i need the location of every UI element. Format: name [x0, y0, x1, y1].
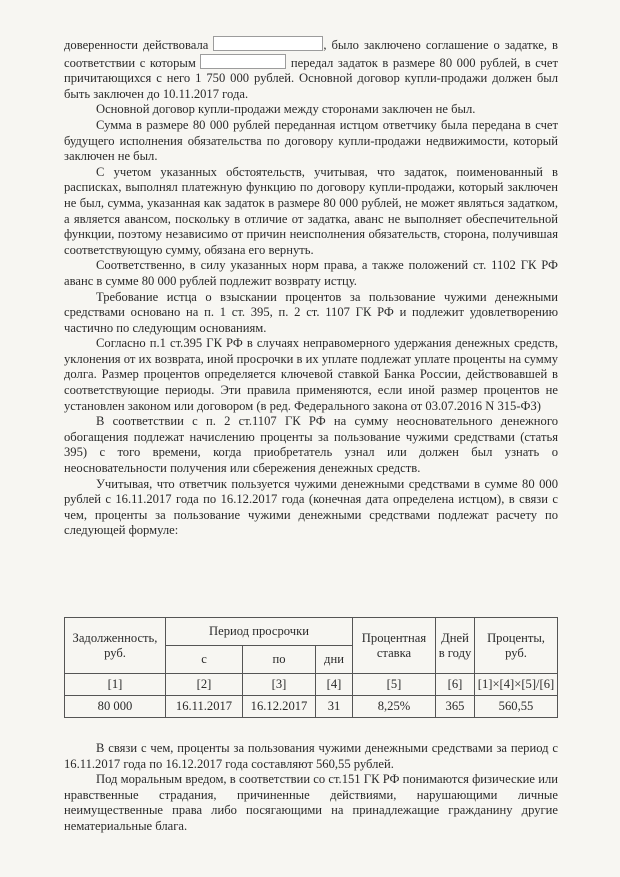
redacted-name-box	[213, 36, 323, 51]
document-body	[64, 36, 558, 539]
paragraph-9: Учитывая, что ответчик пользуется чужими денежными средствами в сумме 80 000 рублей с 16.11.2017 года по 16.12.2017 года (конечная дата определена истцом), в связи с чем, проценты за пользование чужими денежными средствами подлежат расчету по следующей формуле:	[64, 476, 558, 538]
paragraph-1-part-b: , было заключено соглашение о задатке, в соответствии с которым	[64, 38, 559, 70]
redacted-name-box	[200, 54, 286, 69]
value-to: 16.12.2017	[243, 696, 316, 718]
header-rate: Процентная ставка	[353, 618, 436, 674]
column-number: [2]	[166, 674, 243, 696]
paragraph-4: С учетом указанных обстоятельств, учитывая, что задаток, поименованный в расписках, выполнял платежную функцию по договору купли-продажи, который заключен не был, сумма, указанная как задаток в размере 80 000 рублей, не может являться задатком, а является авансом, поскольку в отличие от задатка, аванс не выполняет обеспечительной функции, поэтому независимо от причин неисполнения обязательств, сторона, получившая соответствующую сумму, обязана его вернуть.	[64, 164, 558, 257]
column-number: [6]	[436, 674, 475, 696]
header-days: дни	[316, 646, 353, 674]
paragraph-11: Под моральным вредом, в соответствии со ст.151 ГК РФ понимаются физические или нравственные страдания, причиненные действиями, нарушающими личные неимущественные права либо посягающими на принадлежащие гражданину другие нематериальные блага.	[64, 772, 558, 833]
column-number: [1]	[65, 674, 166, 696]
value-days: 31	[316, 696, 353, 718]
header-from: с	[166, 646, 243, 674]
paragraph-1-part-a: доверенности действовала	[64, 38, 209, 52]
paragraph-6: Требование истца о взыскании процентов за пользование чужими денежными средствами основано на п. 1 ст. 395, п. 2 ст. 1107 ГК РФ и подлежит удовлетворению частично по следующим основаниям.	[64, 289, 558, 335]
header-to: по	[243, 646, 316, 674]
document-body-after-table	[64, 741, 558, 835]
header-period: Период просрочки	[166, 618, 353, 646]
paragraph-1	[64, 36, 558, 102]
value-interest: 560,55	[475, 696, 558, 718]
column-number: [3]	[243, 674, 316, 696]
interest-calculation-table	[64, 617, 558, 718]
paragraph-8: В соответствии с п. 2 ст.1107 ГК РФ на сумму неосновательного денежного обогащения подлежат начислению проценты за пользование чужими средствами (статья 395) с того времени, когда приобретатель узнал или должен был узнать о неосновательности получения или сбережения денежных средств.	[64, 414, 558, 476]
column-number: [5]	[353, 674, 436, 696]
paragraph-2: Основной договор купли-продажи между сторонами заключен не был.	[96, 102, 476, 117]
column-number: [4]	[316, 674, 353, 696]
paragraph-1-part-c: передал задаток в размере 80 000 рублей, в счет причитающихся с него 1 750 000 рублей. Основной договор купли-продажи должен был быть заключен до 10.11.2017 года.	[64, 55, 558, 101]
value-debt: 80 000	[65, 696, 166, 718]
formula-cell: [1]×[4]×[5]/[6]	[475, 674, 558, 696]
paragraph-10: В связи с чем, проценты за пользования чужими денежными средствами за период с 16.11.2017 года по 16.12.2017 года составляют 560,55 рублей.	[64, 741, 558, 771]
value-from: 16.11.2017	[166, 696, 243, 718]
paragraph-7: Согласно п.1 ст.395 ГК РФ в случаях неправомерного удержания денежных средств, уклонения от их возврата, иной просрочки в их уплате подлежат уплате проценты на сумму долга. Размер процентов определяется ключевой ставкой Банка России, действовавшей в соответствующие периоды. Эти правила применяются, если иной размер процентов не установлен законом или договором (в ред. Федерального закона от 03.07.2016 N 315-ФЗ)	[64, 336, 558, 413]
value-days-in-year: 365	[436, 696, 475, 718]
paragraph-3: Сумма в размере 80 000 рублей переданная истцом ответчику была передана в счет будущего исполнения обязательства по договору купли-продажи недвижимости, который заключен не был.	[64, 117, 558, 164]
paragraph-5: Соответственно, в силу указанных норм права, а также положений ст. 1102 ГК РФ аванс в сумме 80 000 рублей подлежит возврату истцу.	[64, 258, 558, 288]
header-debt: Задолженность, руб.	[65, 618, 166, 674]
value-rate: 8,25%	[353, 696, 436, 718]
header-interest: Проценты, руб.	[475, 618, 558, 674]
header-days-in-year: Дней в году	[436, 618, 475, 674]
